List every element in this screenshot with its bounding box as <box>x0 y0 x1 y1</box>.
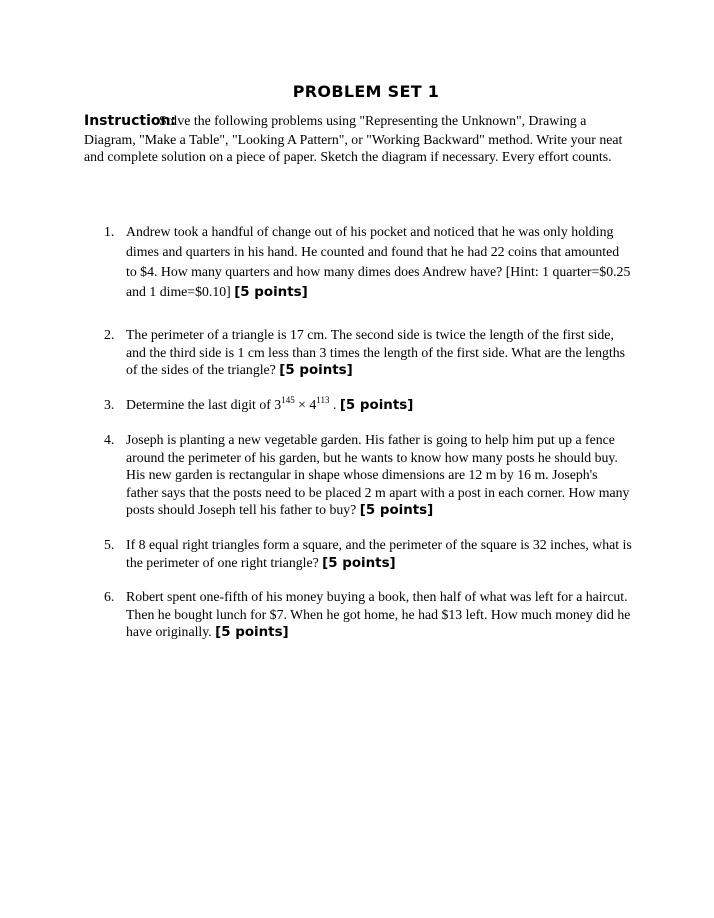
problem-text: Determine the last digit of <box>126 397 275 412</box>
problem-3 <box>104 396 632 415</box>
exponent-113: 113 <box>316 395 330 405</box>
points-badge: [5 points] <box>359 503 434 518</box>
instructions <box>84 112 624 166</box>
problem-text: Andrew took a handful of change out of his pocket and noticed that he was only holding dimes and quarters in his hand. He counted and found that he had 22 coins that amounted to $4. How many quarters and how many dimes does Andrew have? [Hint: 1 quarter=$0.25 and 1 dime=$0.10] <box>126 224 631 299</box>
points-badge: [5 points] <box>215 625 289 640</box>
problem-text: Robert spent one-fifth of his money buying a book, then half of what was left for a haircut. Then he bought lunch for $7. When he got home, he had $13 left. How much money did he have originally. <box>126 589 631 639</box>
problem-2 <box>104 326 632 380</box>
problem-text: Joseph is planting a new vegetable garden. His father is going to help him put up a fence around the perimeter of his garden, but he wants to know how many posts he should buy. His new garden is rectangular in shape whose dimensions are 12 m by 16 m. Joseph's father says that the posts need to be placed 2 m apart with a post in each corner. How many posts should Joseph tell his father to buy? <box>126 432 630 517</box>
problem-5 <box>104 536 632 572</box>
page-title: PROBLEM SET 1 <box>292 82 440 101</box>
problem-number: 2. <box>104 327 115 342</box>
times-sign: × <box>294 397 310 412</box>
points-badge: [5 points] <box>279 363 353 378</box>
problem-text: The perimeter of a triangle is 17 cm. The second side is twice the length of the first side, and the third side is 1 cm less than 3 times the length of the first side. What are the lengths of the sides of the triangle? <box>126 327 626 377</box>
problem-text-end: . <box>329 397 337 412</box>
problem-number: 4. <box>104 432 115 447</box>
problem-text: If 8 equal right triangles form a square, and the perimeter of the square is 32 inches, what is the perimeter of one right triangle? <box>126 537 632 570</box>
base-3: 3 <box>274 397 282 412</box>
base-4: 4 <box>309 397 317 412</box>
instruction-text: Solve the following problems using "Representing the Unknown", Drawing a Diagram, "Make a Table", "Looking A Pattern", or "Working Backward" method. Write your neat and complete solution on a piece of paper. Sketch the diagram if necessary. Every effort counts. <box>84 113 623 164</box>
problem-6 <box>104 588 632 642</box>
problem-number: 6. <box>104 589 115 604</box>
problem-number: 1. <box>104 224 115 239</box>
instruction-label: Instruction: <box>84 113 177 129</box>
problem-number: 3. <box>104 397 115 412</box>
points-badge: [5 points] <box>339 398 414 413</box>
exponent-145: 145 <box>281 395 295 405</box>
problem-4 <box>104 431 632 520</box>
points-badge: [5 points] <box>234 285 308 300</box>
problem-number: 5. <box>104 537 115 552</box>
problem-1 <box>104 222 632 303</box>
points-badge: [5 points] <box>322 555 396 571</box>
